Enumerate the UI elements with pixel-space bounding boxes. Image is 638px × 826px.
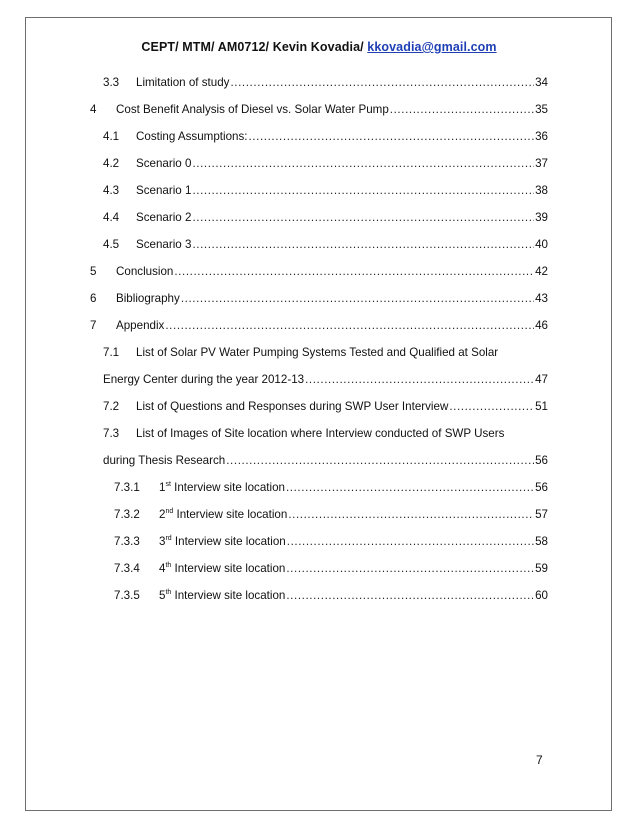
- toc-leader: [230, 76, 534, 90]
- toc-leader: [192, 238, 534, 252]
- toc-leader: [390, 103, 534, 117]
- toc-title: Limitation of study: [136, 76, 230, 89]
- toc-page: 42: [535, 265, 548, 278]
- toc-number: 7.3.4: [114, 562, 140, 575]
- toc-title: Conclusion: [116, 265, 174, 278]
- toc-title: Scenario 2: [136, 211, 192, 224]
- toc-page: 43: [535, 292, 548, 305]
- toc-leader: [286, 481, 534, 495]
- toc-title: Costing Assumptions:: [136, 130, 248, 143]
- toc-title: Bibliography: [116, 292, 180, 305]
- toc-leader: [286, 562, 534, 576]
- toc-page: 59: [535, 562, 548, 575]
- toc-page: 57: [535, 508, 548, 521]
- toc-number: 4.2: [103, 157, 120, 170]
- toc-page: 46: [535, 319, 548, 332]
- toc-page: 34: [535, 76, 548, 89]
- toc-title-line1: List of Images of Site location where Interview conducted of SWP Users: [136, 427, 505, 440]
- toc-leader: [248, 130, 534, 144]
- toc-number: 6: [90, 292, 97, 305]
- toc-leader: [181, 292, 534, 306]
- toc-leader: [165, 319, 534, 333]
- toc-page: 40: [535, 238, 548, 251]
- toc-title: 4th Interview site location: [159, 562, 286, 575]
- toc-number: 7.3.1: [114, 481, 140, 494]
- header-text: CEPT/ MTM/ AM0712/ Kevin Kovadia/: [141, 40, 368, 54]
- toc-entry-7-3[interactable]: [103, 427, 548, 467]
- toc-title: Scenario 3: [136, 238, 192, 251]
- toc-entry-7-1[interactable]: [103, 346, 548, 386]
- page-header: [0, 40, 638, 54]
- toc-number: 4.4: [103, 211, 120, 224]
- toc-leader: [226, 454, 534, 468]
- toc-page: 47: [535, 373, 548, 386]
- toc-page: 51: [535, 400, 548, 413]
- toc-title: Appendix: [116, 319, 165, 332]
- toc-number: 7.3.3: [114, 535, 140, 548]
- toc-number: 7.3.2: [114, 508, 140, 521]
- toc-title: 2nd Interview site location: [159, 508, 288, 521]
- toc-title: Scenario 1: [136, 184, 192, 197]
- toc-page: 39: [535, 211, 548, 224]
- toc-number: 4.3: [103, 184, 120, 197]
- toc-leader: [174, 265, 534, 279]
- toc-leader: [192, 184, 534, 198]
- toc-title: List of Questions and Responses during SWP User Interview: [136, 400, 449, 413]
- toc-leader: [286, 589, 534, 603]
- toc-leader: [192, 211, 534, 225]
- toc-number: 4: [90, 103, 97, 116]
- toc-title: 5th Interview site location: [159, 589, 286, 602]
- toc-page: 37: [535, 157, 548, 170]
- toc-number: 7: [90, 319, 97, 332]
- header-email-link[interactable]: kkovadia@gmail.com: [367, 40, 497, 54]
- toc-title: Scenario 0: [136, 157, 192, 170]
- toc-page: 58: [535, 535, 548, 548]
- toc-number: 7.3: [103, 427, 120, 440]
- toc-title: Cost Benefit Analysis of Diesel vs. Solar Water Pump: [116, 103, 389, 116]
- toc-page: 38: [535, 184, 548, 197]
- toc-number: 3.3: [103, 76, 120, 89]
- toc-page: 36: [535, 130, 548, 143]
- toc-page: 35: [535, 103, 548, 116]
- toc-leader: [449, 400, 534, 414]
- toc-title-line2: Energy Center during the year 2012-13: [103, 373, 305, 386]
- toc-title-line1: List of Solar PV Water Pumping Systems Tested and Qualified at Solar: [136, 346, 499, 359]
- toc-title: 3rd Interview site location: [159, 535, 286, 548]
- toc-number: 5: [90, 265, 97, 278]
- toc-page: 60: [535, 589, 548, 602]
- toc-number: 7.3.5: [114, 589, 140, 602]
- toc-page: 56: [535, 481, 548, 494]
- toc-title: 1st Interview site location: [159, 481, 285, 494]
- page-number: 7: [536, 753, 543, 767]
- toc-number: 7.1: [103, 346, 120, 359]
- toc-leader: [288, 508, 534, 522]
- toc-title-line2: during Thesis Research: [103, 454, 226, 467]
- toc-number: 4.5: [103, 238, 120, 251]
- toc-leader: [287, 535, 534, 549]
- toc-number: 4.1: [103, 130, 120, 143]
- toc-number: 7.2: [103, 400, 120, 413]
- toc-page: 56: [535, 454, 548, 467]
- toc-leader: [192, 157, 534, 171]
- toc-leader: [305, 373, 534, 387]
